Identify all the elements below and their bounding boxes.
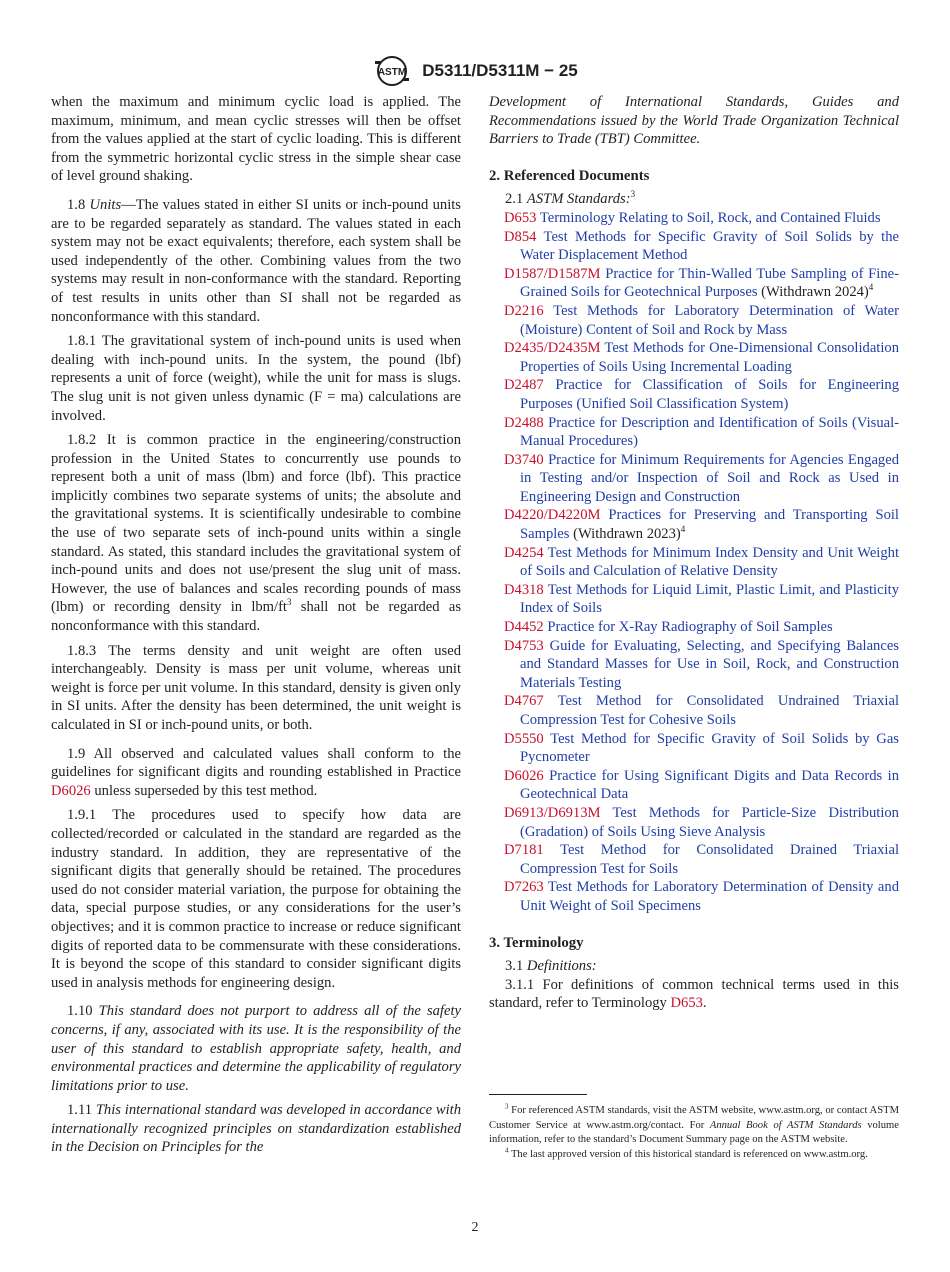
- reference-item: [489, 414, 899, 451]
- page-number: 2: [471, 1220, 479, 1235]
- reference-code-link[interactable]: D2216: [504, 302, 544, 319]
- reference-item: [489, 376, 899, 413]
- reference-item: [489, 228, 899, 265]
- para-3-1-1: 3.1.1 For definitions of common technical terms used in this standard, refer to Terminology D653.: [489, 976, 899, 1012]
- right-column: [489, 93, 899, 1013]
- reference-note: (Withdrawn 2023): [569, 526, 681, 543]
- reference-title-link[interactable]: Practice for X-Ray Radiography of Soil Samples: [547, 619, 833, 636]
- reference-item: [489, 302, 899, 339]
- footnote-rule: [489, 1094, 587, 1095]
- reference-code-link[interactable]: D7181: [504, 842, 544, 859]
- reference-item: [489, 730, 899, 767]
- reference-title-link[interactable]: Practice for Using Significant Digits and Data Records in Geotechnical Data: [520, 767, 899, 803]
- reference-title-link[interactable]: Test Methods for Laboratory Determination of Density and Unit Weight of Soil Specimens: [520, 879, 899, 914]
- reference-title-link[interactable]: Practice for Thin-Walled Tube Sampling of Fine-Grained Soils for Geotechnical Purposes: [520, 265, 899, 301]
- reference-title-link[interactable]: Test Methods for Specific Gravity of Soil Solids by the Water Displacement Method: [520, 228, 900, 264]
- para-1-8-3: 1.8.3 The terms density and unit weight are often used interchangeably. Density is mass per unit volume, whereas unit weight is force per unit volume. In this standard, density is given only in SI units. After the density has been determined, the unit weight is calculated in SI or inch-pound units, or both.: [51, 642, 461, 733]
- reference-item: [489, 544, 899, 581]
- reference-item: [489, 506, 899, 543]
- para-1-8: 1.8 Units—The values stated in either SI units or inch-pound units are to be regarded separately as standard. The values stated in each system may not be exact equivalents; therefore, each system shall be used independently of the other. Combining values from the two systems may result in non-conformance with the standard. Reporting of test results in units other than SI shall not be regarded as nonconformance with this standard.: [51, 196, 461, 325]
- reference-code-link[interactable]: D1587/D1587M: [504, 265, 601, 282]
- reference-code-link[interactable]: D7263: [504, 879, 544, 896]
- reference-title-link[interactable]: Practices for Preserving and Transporting Soil Samples: [520, 507, 899, 543]
- astm-logo-icon: [372, 54, 412, 88]
- reference-code-link[interactable]: D2487: [504, 377, 544, 394]
- reference-item: [489, 804, 899, 841]
- section-2-title: 2. Referenced Documents: [489, 167, 650, 184]
- link-d6026[interactable]: D6026: [51, 782, 91, 799]
- reference-code-link[interactable]: D4452: [504, 619, 544, 636]
- reference-item: [489, 209, 899, 228]
- reference-item: [489, 265, 899, 302]
- reference-item: [489, 339, 899, 376]
- section-3-1-title: 3.1 Definitions:: [505, 958, 597, 975]
- reference-title-link[interactable]: Guide for Evaluating, Selecting, and Specifying Balances and Standard Masses for Use in Soil, Rock, and Construction Materials Testing: [520, 637, 899, 691]
- reference-title-link[interactable]: Test Methods for Minimum Index Density and Unit Weight of Soils and Calculation of Relative Density: [520, 544, 899, 580]
- para-1-9-1: 1.9.1 The procedures used to specify how data are collected/recorded or calculated in the standard are regarded as the industry standard. In addition, they are representative of the significant digits that generally should be retained. The procedures used do not consider material variation, the purpose for obtaining the data, special purpose studies, or any considerations for the user’s objectives; and it is common practice to increase or reduce significant digits of reported data to be commensurate with these considerations. It is beyond the scope of this standard to consider significant digits used in analysis methods for engineering design.: [51, 807, 461, 991]
- page-header: [0, 54, 950, 88]
- reference-item: [489, 637, 899, 693]
- reference-code-link[interactable]: D3740: [504, 451, 544, 468]
- logo-text: ASTM: [378, 67, 407, 78]
- reference-note: (Withdrawn 2024): [757, 284, 869, 301]
- reference-code-link[interactable]: D4753: [504, 637, 544, 654]
- reference-title-link[interactable]: Test Methods for Liquid Limit, Plastic Limit, and Plasticity Index of Soils: [520, 581, 899, 617]
- footnote-4: $^4$ The last approved version of this historical standard is referenced on www.astm.org.: [505, 1146, 868, 1161]
- reference-title-link[interactable]: Practice for Classification of Soils for Engineering Purposes (Unified Soil Classification System): [520, 377, 899, 412]
- reference-title-link[interactable]: Test Method for Consolidated Undrained Triaxial Compression Test for Cohesive Soils: [520, 693, 899, 728]
- reference-title-link[interactable]: Terminology Relating to Soil, Rock, and Contained Fluids: [539, 209, 881, 226]
- section-3-title: 3. Terminology: [489, 934, 584, 951]
- reference-code-link[interactable]: D4318: [504, 581, 544, 598]
- footnote-3: $^3$ For referenced ASTM standards, visit the ASTM website, www.astm.org, or contact ASTM Customer Service at www.astm.org/contact. For Annual Book of ASTM Standards volume information, refer to the standard’s Document Summary page on the ASTM website.: [489, 1102, 899, 1146]
- section-2-1-title: 2.1 ASTM Standards:$^3$: [505, 189, 636, 208]
- reference-item: [489, 618, 899, 637]
- reference-item: [489, 451, 899, 507]
- reference-code-link[interactable]: D2435/D2435M: [504, 340, 601, 357]
- left-column: [51, 93, 461, 1157]
- reference-code-link[interactable]: D2488: [504, 414, 544, 431]
- reference-code-link[interactable]: D854: [504, 228, 537, 245]
- reference-footnote-mark: 4: [680, 524, 686, 535]
- para-1-11: 1.11 This international standard was developed in accordance with internationally recognized principles on standardization established in the Decision on Principles for the: [51, 1102, 462, 1156]
- para-1-9: 1.9 All observed and calculated values shall conform to the guidelines for significant digits and rounding established in Practice D6026 unless superseded by this test method.: [51, 745, 461, 799]
- reference-title-link[interactable]: Test Methods for One-Dimensional Consolidation Properties of Soils Using Incremental Loading: [520, 340, 900, 375]
- reference-code-link[interactable]: D4254: [504, 544, 544, 561]
- reference-title-link[interactable]: Practice for Minimum Requirements for Agencies Engaged in Testing and/or Inspection of Soil and Rock as Used in Engineering Design and Construction: [520, 451, 899, 505]
- reference-title-link[interactable]: Test Methods for Laboratory Determination of Water (Moisture) Content of Soil and Rock by Mass: [520, 302, 899, 338]
- reference-title-link[interactable]: Test Methods for Particle-Size Distribution (Gradation) of Soils Using Sieve Analysis: [520, 804, 899, 840]
- para-1-8-1: 1.8.1 The gravitational system of inch-pound units is used when dealing with inch-pound units. In the system, the pound (lbf) represents a unit of force (weight), while the unit for mass is slugs. The slug unit is not given unless dynamic (F = ma) calculations are involved.: [51, 333, 461, 424]
- reference-item: [489, 767, 899, 804]
- reference-title-link[interactable]: Practice for Description and Identification of Soils (Visual-Manual Procedures): [520, 414, 900, 450]
- para-intro: when the maximum and minimum cyclic load is applied. The maximum, minimum, and mean cyclic stresses will then be offset from the values applied at the start of cyclic loading. This is different from the symmetric horizontal cyclic stress in the simple shear case of level ground shaking.: [51, 94, 461, 185]
- reference-code-link[interactable]: D4220/D4220M: [504, 507, 601, 524]
- footnotes: [489, 1104, 899, 1163]
- link-d653[interactable]: D653: [670, 995, 703, 1012]
- reference-item: [489, 878, 899, 915]
- reference-code-link[interactable]: D5550: [504, 730, 544, 747]
- para-1-8-2: 1.8.2 It is common practice in the engineering/construction profession in the United States to concurrently use pounds to represent both a unit of mass (lbm) and force (lbf). This practice implicitly combines two separate systems of units; the absolute and the gravitational systems. It is scientifically undesirable to combine the use of two separate sets of inch-pound units within a single standard. As stated, this standard includes the gravitational system of inch-pound units and does not use/present the slug unit of mass. However, the use of balances and scales recording pounds of mass (lbm) or recording density in lbm/$ft^3$ shall not be regarded as nonconformance with this standard.: [51, 432, 461, 635]
- reference-code-link[interactable]: D6026: [504, 767, 544, 784]
- reference-footnote-mark: 4: [868, 282, 874, 293]
- reference-item: [489, 841, 899, 878]
- reference-title-link[interactable]: Test Method for Specific Gravity of Soil Solids by Gas Pycnometer: [520, 730, 899, 766]
- reference-item: [489, 581, 899, 618]
- reference-code-link[interactable]: D653: [504, 209, 537, 226]
- para-1-10: 1.10 This standard does not purport to address all of the safety concerns, if any, associated with its use. It is the responsibility of the user of this standard to establish appropriate safety, health, and environmental practices and determine the applicability of regulatory limitations prior to use.: [51, 1003, 461, 1094]
- reference-code-link[interactable]: D6913/D6913M: [504, 804, 601, 821]
- para-1-11-cont: Development of International Standards, Guides and Recommendations issued by the World Trade Organization Technical Barriers to Trade (TBT) Committee.: [489, 94, 899, 148]
- designation: D5311/D5311M − 25: [422, 61, 578, 80]
- referenced-documents-list: [489, 209, 899, 916]
- reference-title-link[interactable]: Test Method for Consolidated Drained Triaxial Compression Test for Soils: [520, 842, 899, 877]
- reference-item: [489, 692, 899, 729]
- reference-code-link[interactable]: D4767: [504, 693, 544, 710]
